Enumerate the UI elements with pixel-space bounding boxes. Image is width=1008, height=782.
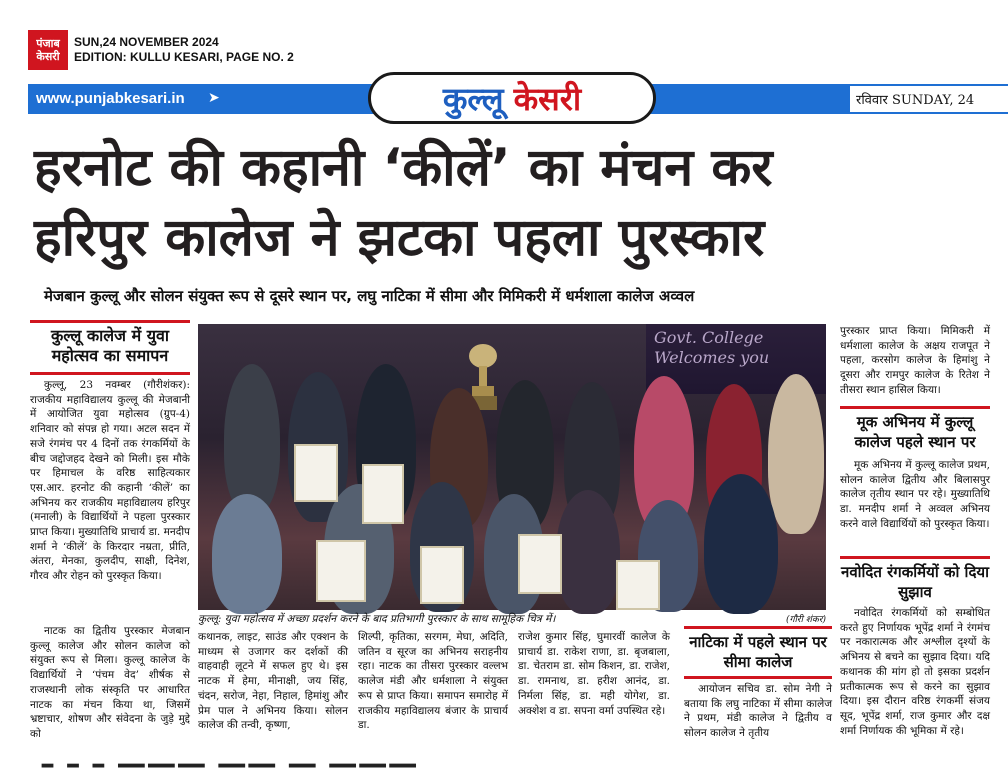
next-story-clip <box>0 747 1008 782</box>
edition-header <box>28 28 294 72</box>
section-divider <box>684 626 832 629</box>
masthead-part2: केसरी <box>513 79 582 118</box>
right-para2: मूक अभिनय में कुल्लू कालेज प्रथम, सोलन कालेज द्वितीय और बिलासपुर कालेज तृतीय स्थान पर रहे। मुख्यातिथि डा. मनदीप शर्मा ने अव्वल अभिनय करने वाले विद्यार्थियों को पुरस्कृत किया। <box>840 459 990 530</box>
subheadline: मेजबान कुल्लू और सोलन संयुक्त रूप से दूसरे स्थान पर, लघु नाटिका में सीमा और मिमिकरी में धर्मशाला कालेज अव्वल <box>44 287 695 305</box>
edition-info: EDITION: KULLU KESARI, PAGE NO. 2 <box>74 50 294 64</box>
group-photo <box>198 324 826 610</box>
certificate <box>294 444 338 502</box>
photo-banner-text: Govt. College Welcomes you <box>646 324 826 394</box>
photo-caption-text: कुल्लू: युवा महोत्सव में अच्छा प्रदर्शन करने के बाद प्रतिभागी पुरस्कार के साथ सामूहिक चित्र में। <box>198 613 556 625</box>
section-divider <box>840 556 990 559</box>
person-figure <box>212 494 282 614</box>
logo-line2: केसरी <box>36 50 60 63</box>
edition-meta <box>74 35 294 65</box>
certificate <box>362 464 404 524</box>
site-url-link[interactable]: www.punjabkesari.in <box>36 90 185 107</box>
certificate <box>616 560 660 610</box>
bottom-col-2: शिल्पी, कृतिका, सरगम, मेघा, अदिति, जतिन व सूरज का अभिनय सराहनीय रहा। नाटक का तीसरा पुरस्कार वल्लभ कालेज मंडी और धर्मशाला ने संयुक्त रूप से प्राप्त किया। समापन समारोह में राजकीय महाविद्यालय बंजार के प्राचार्य डा. <box>358 631 508 732</box>
date-right: रविवार SUNDAY, 24 <box>850 86 1008 112</box>
section-divider <box>840 406 990 409</box>
left-para1: कुल्लू, 23 नवम्बर (गौरीशंकर): राजकीय महाविद्यालय कुल्लू की मेजबानी में आयोजित युवा महोत्सव (ग्रुप-4) शनिवार को संपन्न हो गया। अटल सदन में सजे रंगमंच पर 4 दिनों तक रंगकर्मियों के बीच जद्दोजहद देखने को मिली। इस मौके पर हिमाचल के वरिष्ठ साहित्यकार एस.आर. हरनोट की कहानी ‘कीलें’ का अभिनय कर राजकीय महाविद्यालय हरिपुर (मनाली) के विद्यार्थियों ने पहला पुरस्कार प्राप्त किया। मुख्यातिथि प्राचार्य डा. मनदीप शर्मा ने ‘कीलें’ के किरदार नम्रता, प्रीति, अंतरा, मेनका, कुलदीप, साक्षी, दिनेश, गौरव और रोहन को पुरस्कृत किया। <box>30 379 190 583</box>
certificate <box>518 534 562 594</box>
right-heading3: नवोदित रंगकर्मियों को दिया सुझाव <box>841 563 989 601</box>
headline-line2: हरिपुर कालेज ने झटका पहला पुरस्कार <box>34 208 765 268</box>
right-heading2: मूक अभिनय में कुल्लू कालेज पहले स्थान पर <box>854 413 976 451</box>
left-para2: नाटक का द्वितीय पुरस्कार मेजबान कुल्लू कालेज और सोलन कालेज को संयुक्त रूप से मिला। कुल्लू कालेज के विद्यार्थियों ने ‘पंचम वेद’ शीर्षक से राजस्थानी लोक संस्कृति पर आधारित नाटक का मंचन किया था, जिसमें भ्रष्टाचार, शोषण और संवेदना के जुड़े मुद्दे को <box>30 625 190 740</box>
person-figure <box>768 374 824 534</box>
section-divider <box>684 676 832 679</box>
mouse-cursor-icon: ➤ <box>208 90 220 106</box>
person-figure <box>556 490 620 614</box>
logo-line1: पंजाब <box>36 37 60 50</box>
certificate <box>420 546 464 604</box>
person-figure <box>224 364 280 514</box>
photo-caption <box>198 612 826 626</box>
edition-date: SUN,24 NOVEMBER 2024 <box>74 35 219 49</box>
right-para3: नवोदित रंगकर्मियों को सम्बोधित करते हुए निर्णायक भूपेंद्र शर्मा ने रंगमंच पर नकारात्मक और अश्लील दृश्यों के अभिनय से बचने का सुझाव दिया। यदि कथानक की मांग हो तो इसका प्रदर्शन प्रतीकात्मक रूप से करने का सुझाव दिया। इस दौरान वरिष्ठ रंगकर्मी संजय सूद, भूपेंद्र शर्मा, राज कुमार और दक्ष शर्मा निर्णायक की भूमिका में रहे। <box>840 607 990 737</box>
photo-credit: (गौरी शंकर) <box>785 615 826 625</box>
section-divider <box>30 372 190 375</box>
next-story-headline: – – – ——— —— — ——— <box>40 747 418 782</box>
natika-body: आयोजन सचिव डा. सोम नेगी ने बताया कि लघु नाटिका में सीमा कालेज ने प्रथम, मंडी कालेज ने द्वितीय व सोलन कालेज ने तृतीय <box>684 683 832 740</box>
section-divider <box>30 320 190 323</box>
certificate <box>316 540 366 602</box>
punjab-kesari-logo <box>28 30 68 70</box>
bottom-col-3: राजेश कुमार सिंह, घुमारवीं कालेज के प्राचार्य डा. राकेश राणा, डा. बृजबाला, डा. चेतराम डा. सोम किशन, डा. राजेश, डा. रामनाथ, डा. हरीश आनंद, डा. निर्मला सिंह, डा. मही योगेश, डा. अक्शेश व डा. सपना वर्मा उपस्थित रहे। <box>518 631 670 717</box>
natika-heading: नाटिका में पहले स्थान पर सीमा कालेज <box>689 633 827 671</box>
left-section-heading: कुल्लू कालेज में युवा महोत्सव का समापन <box>50 326 170 365</box>
person-figure <box>704 474 778 614</box>
masthead-part1: कुल्लू <box>442 79 504 118</box>
bottom-col-1: कथानक, लाइट, साउंड और एक्शन के माध्यम से उजागर कर दर्शकों की वाहवाही लूटने में सफल हुए थे। इस नाटक में हेमा, मीनाक्षी, जय सिंह, चंदन, सरोज, नेहा, निहाल, हिमांशु और प्रेम पाल ने अभिनय किया। सोलन कालेज की तन्वी, कृष्णा, <box>198 631 348 732</box>
masthead-title <box>368 72 656 124</box>
right-para1: पुरस्कार प्राप्त किया। मिमिकरी में धर्मशाला कालेज के अक्षय राजपूत ने पहला, करसोग कालेज के हिमांशु ने दूसरा और रामपुर कालेज के रितेश ने तीसरा स्थान हासिल किया। <box>840 325 990 396</box>
headline-line1: हरनोट की कहानी ‘कीलें’ का मंचन कर <box>34 138 773 198</box>
